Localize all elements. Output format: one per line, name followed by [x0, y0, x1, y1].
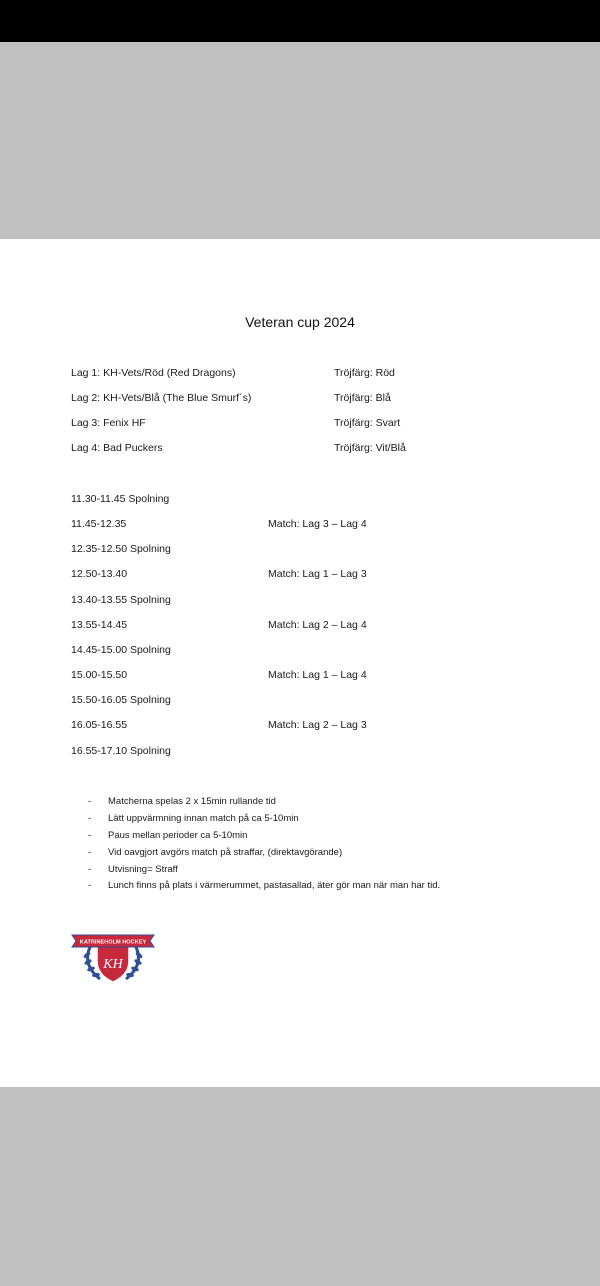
- schedule-time: 14.45-15.00 Spolning: [71, 644, 171, 656]
- schedule-match: Match: Lag 3 – Lag 4: [268, 518, 367, 530]
- schedule-time: 13.55-14.45: [71, 619, 128, 631]
- schedule-time: 12.35-12.50 Spolning: [71, 543, 171, 555]
- bullet-dash: -: [88, 880, 92, 891]
- schedule-row: [71, 719, 531, 735]
- bullet-dash: -: [88, 830, 92, 841]
- document-title: Veteran cup 2024: [245, 314, 355, 330]
- bullet-dash: -: [88, 813, 92, 824]
- bullet-dash: -: [88, 796, 92, 807]
- schedule-row: [71, 745, 531, 761]
- schedule-row: [71, 619, 531, 635]
- status-bar-strip: [0, 0, 600, 42]
- schedule-time: 13.40-13.55 Spolning: [71, 594, 171, 606]
- schedule-row: [71, 644, 531, 660]
- schedule-time: 16.05-16.55: [71, 719, 128, 731]
- rule-item: [88, 880, 568, 896]
- schedule-row: [71, 543, 531, 559]
- schedule-row: [71, 694, 531, 710]
- bullet-dash: -: [88, 864, 92, 875]
- rule-item: [88, 813, 568, 829]
- team-jersey-color: Tröjfärg: Blå: [334, 392, 391, 404]
- team-name: Lag 1: KH-Vets/Röd (Red Dragons): [71, 367, 236, 379]
- team-jersey-color: Tröjfärg: Röd: [334, 367, 395, 379]
- schedule-match: Match: Lag 2 – Lag 3: [268, 719, 367, 731]
- rule-text: Lunch finns på plats i värmerummet, pastasallad, äter gör man när man har tid.: [108, 880, 441, 891]
- team-name: Lag 2: KH-Vets/Blå (The Blue Smurf´s): [71, 392, 252, 404]
- schedule-time: 12.50-13.40: [71, 568, 128, 580]
- schedule-time: 16.55-17.10 Spolning: [71, 745, 171, 757]
- schedule-row: [71, 568, 531, 584]
- team-name: Lag 4: Bad Puckers: [71, 442, 163, 454]
- rule-text: Utvisning= Straff: [108, 864, 178, 875]
- rule-text: Paus mellan perioder ca 5-10min: [108, 830, 248, 841]
- svg-text:KH: KH: [103, 957, 123, 972]
- schedule-row: [71, 493, 531, 509]
- bullet-dash: -: [88, 847, 92, 858]
- schedule-time: 15.00-15.50: [71, 669, 128, 681]
- document-page: [0, 239, 600, 1087]
- rule-text: Lätt uppvärmning innan match på ca 5-10min: [108, 813, 299, 824]
- bottom-frame: [0, 1087, 600, 1286]
- top-frame: [0, 42, 600, 239]
- schedule-match: Match: Lag 1 – Lag 3: [268, 568, 367, 580]
- team-row: [71, 417, 531, 433]
- team-row: [71, 392, 531, 408]
- schedule-match: Match: Lag 1 – Lag 4: [268, 669, 367, 681]
- team-jersey-color: Tröjfärg: Vit/Blå: [334, 442, 406, 454]
- team-row: [71, 442, 531, 458]
- rule-item: [88, 796, 568, 812]
- rule-text: Vid oavgjort avgörs match på straffar, (direktavgörande): [108, 847, 343, 858]
- rule-text: Matcherna spelas 2 x 15min rullande tid: [108, 796, 276, 807]
- schedule-time: 11.45-12.35: [71, 518, 127, 530]
- schedule-match: Match: Lag 2 – Lag 4: [268, 619, 367, 631]
- team-jersey-color: Tröjfärg: Svart: [334, 417, 401, 429]
- schedule-row: [71, 594, 531, 610]
- rule-item: [88, 847, 568, 863]
- schedule-row: [71, 518, 531, 534]
- schedule-row: [71, 669, 531, 685]
- rule-item: [88, 830, 568, 846]
- team-name: Lag 3: Fenix HF: [71, 417, 146, 429]
- svg-text:KATRINEHOLM HOCKEY: KATRINEHOLM HOCKEY: [79, 939, 147, 946]
- schedule-time: 15.50-16.05 Spolning: [71, 694, 171, 706]
- club-crest-icon: [70, 929, 156, 987]
- team-row: [71, 367, 531, 383]
- schedule-time: 11.30-11.45 Spolning: [71, 493, 170, 505]
- rule-item: [88, 864, 568, 880]
